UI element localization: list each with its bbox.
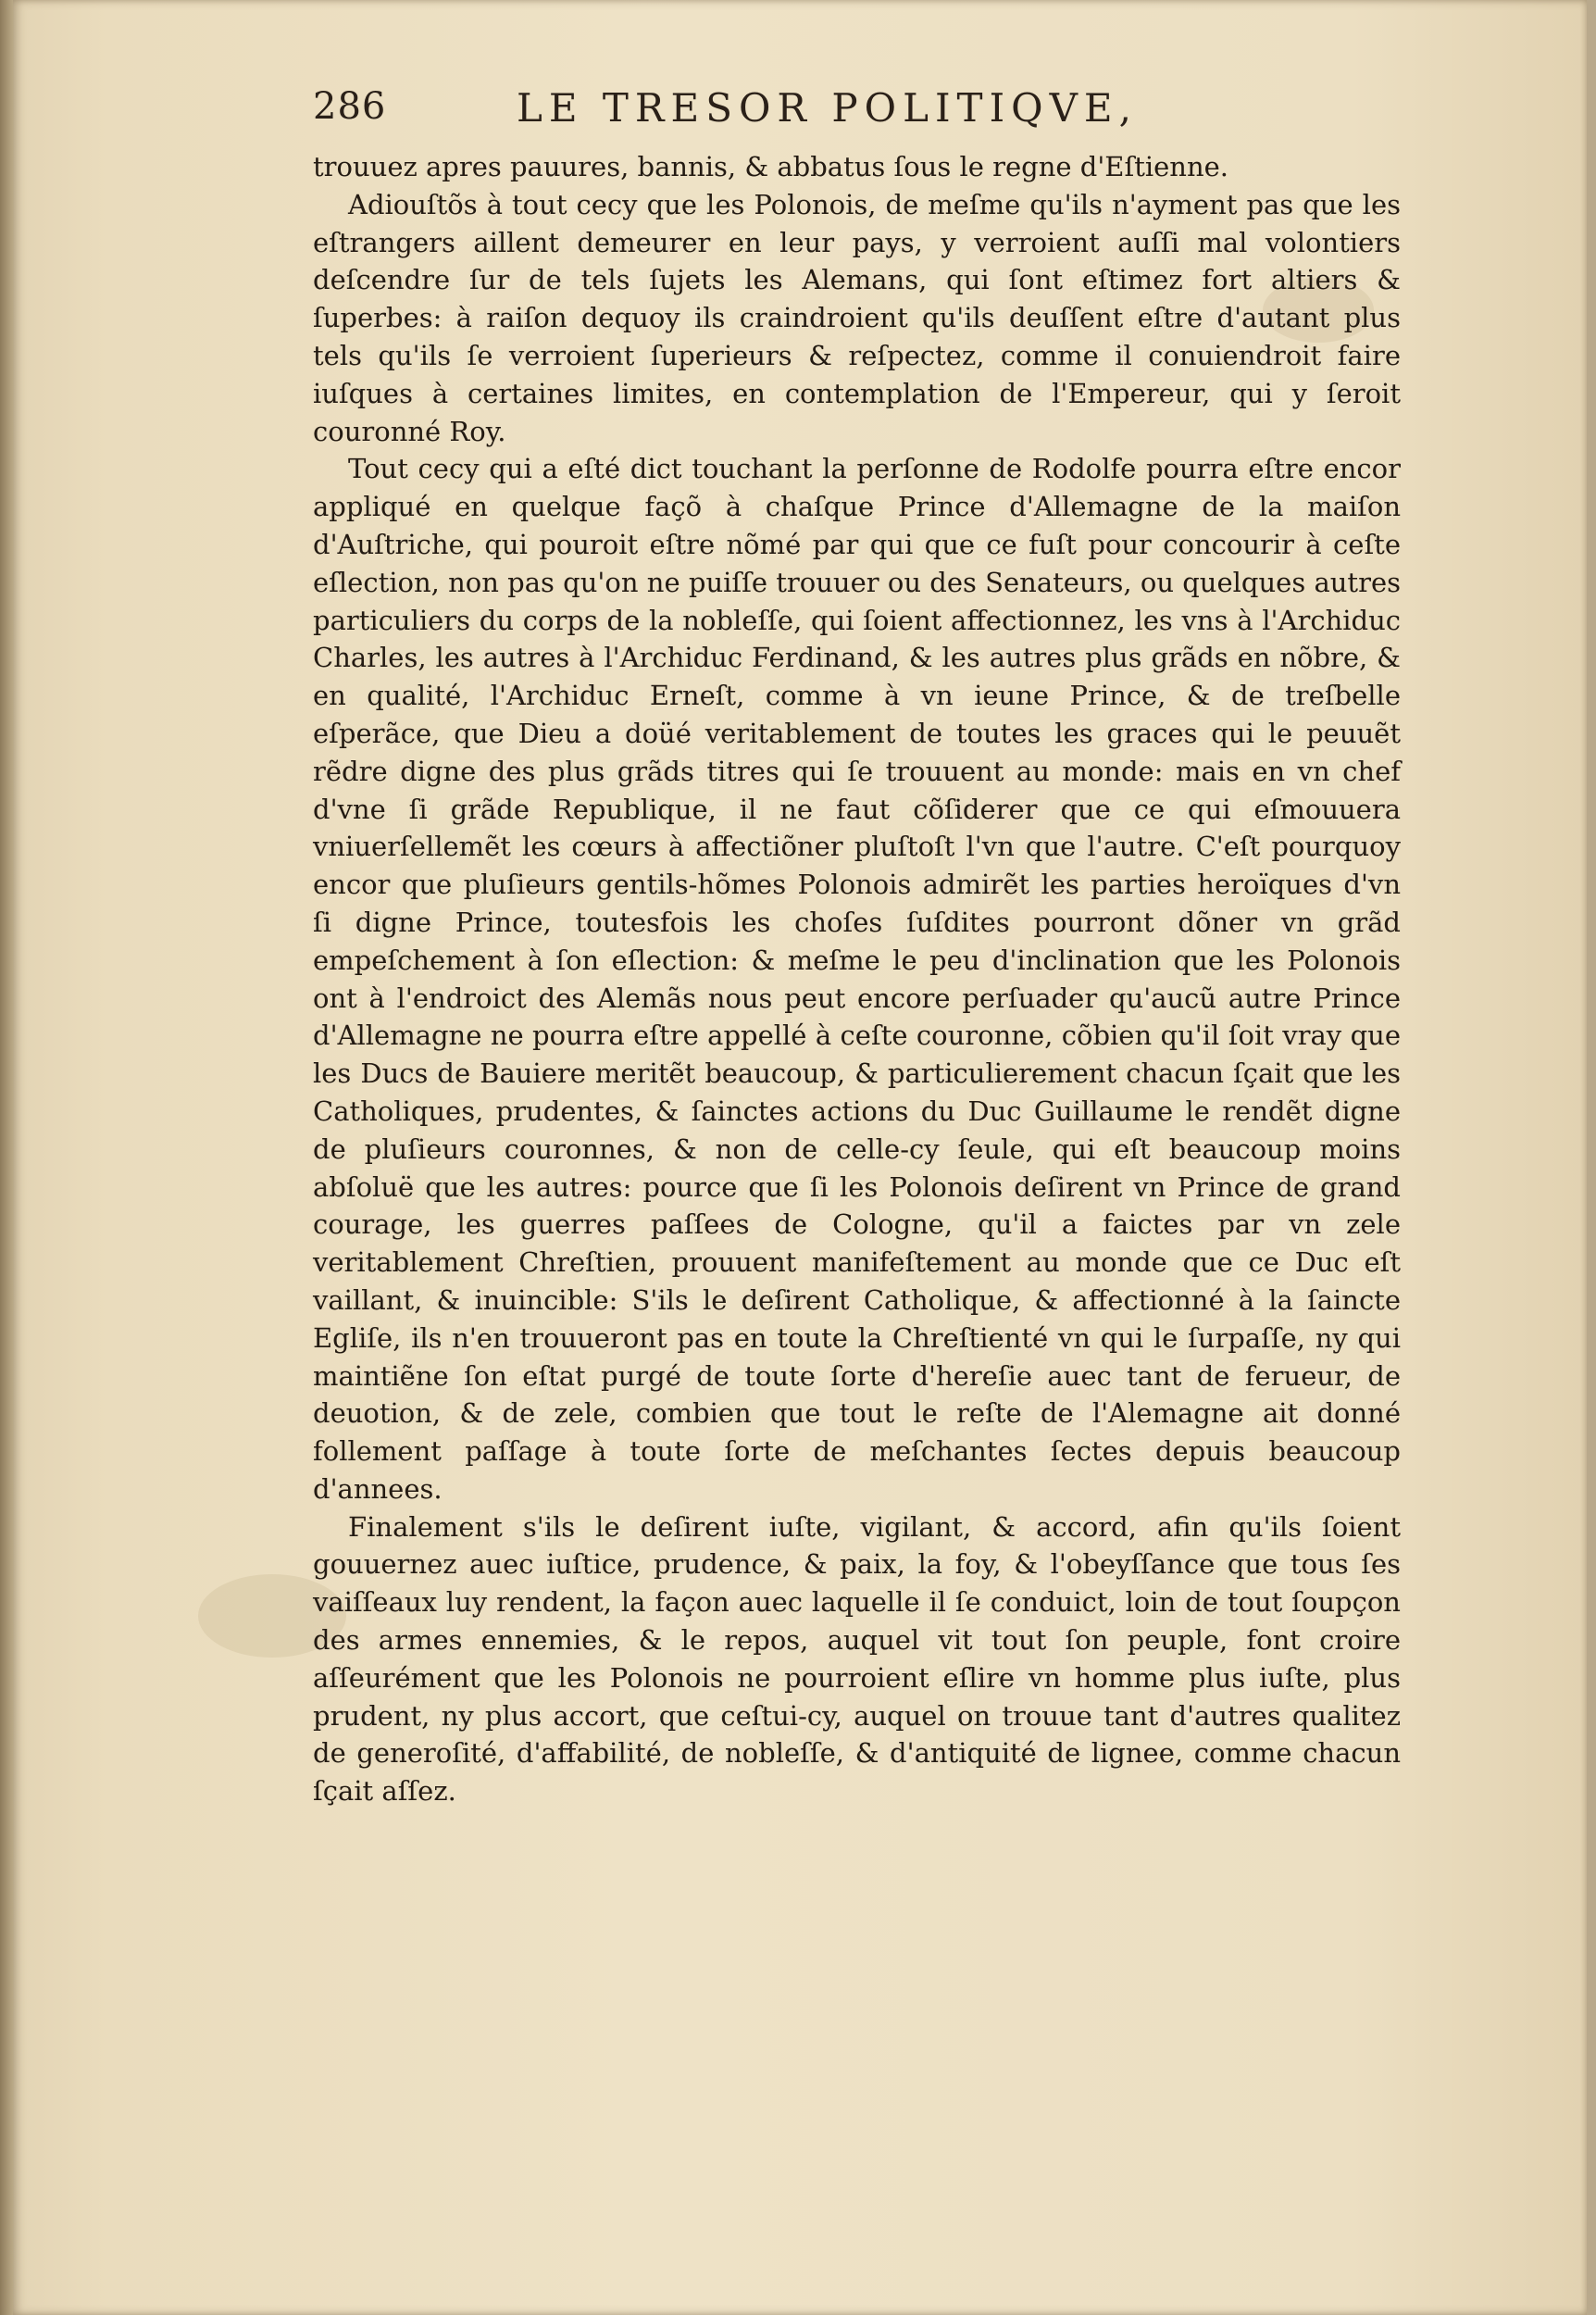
paragraph: trouuez apres pauures, bannis, & abbatus ſous le regne d'Eſtienne. bbox=[313, 151, 1229, 182]
body-text bbox=[313, 148, 1401, 1810]
paragraph: Adiouſtõs à tout cecy que les Polonois, de meſme qu'ils n'ayment pas que les eſtrangers aillent demeurer en leur pays, y verroient auſſi mal volontiers deſcendre ſur de tels ſujets les Alemans, qui ſont eſtimez fort altiers & ſuperbes: à raiſon dequoy ils craindroient qu'ils deuſſent eſtre d'autant plus tels qu'ils ſe verroient ſuperieurs & reſpectez, comme il conuiendroit faire iuſques à certaines limites, en contemplation de l'Empereur, qui y ſeroit couronné Roy. bbox=[313, 188, 1401, 447]
page-header bbox=[313, 85, 1266, 141]
paragraph: Tout cecy qui a eſté dict touchant la perſonne de Rodolfe pourra eſtre encor appliqué en quelque façõ à chaſque Prince d'Allemagne de la maiſon d'Auſtriche, qui pouroit eſtre nõmé par qui que ce fuſt pour concourir à ceſte eſlection, non pas qu'on ne puiſſe trouuer ou des Senateurs, ou quelques autres particuliers du corps de la nobleſſe, qui ſoient affectionnez, les vns à l'Archiduc Charles, les autres à l'Archiduc Ferdinand, & les autres plus grãds en nõbre, & en qualité, l'Archiduc Erneſt, comme à vn ieune Prince, & de treſbelle eſperãce, que Dieu a doüé veritablement de toutes les graces qui le peuuẽt rẽdre digne des plus grãds titres qui ſe trouuent au monde: mais en vn chef d'vne ſi grãde Republique, il ne faut cõſiderer que ce qui eſmouuera vniuerſellemẽt les cœurs à affectiõner pluſtoſt l'vn que l'autre. C'eſt pourquoy encor que pluſieurs gentils-hõmes Polonois admirẽt les parties heroïques d'vn ſi digne Prince, toutesfois les choſes ſuſdites pourront dõner vn grãd empeſchement à ſon eſlection: & meſme le peu d'inclination que les Polonois ont à l'endroict des Alemãs nous peut encore perſuader qu'aucũ autre Prince d'Allemagne ne pourra eſtre appellé à ceſte couronne, cõbien qu'il ſoit vray que les Ducs de Bauiere meritẽt beaucoup, & particulierement chacun ſçait que les Catholiques, prudentes, & ſainctes actions du Duc Guillaume le rendẽt digne de pluſieurs couronnes, & non de celle-cy ſeule, qui eſt beaucoup moins abſoluë que les autres: pource que ſi les Polonois deſirent vn Prince de grand courage, les guerres paſſees de Cologne, qu'il a faictes par vn zele veritablement Chreſtien, prouuent manifeſtement au monde que ce Duc eſt vaillant, & inuincible: S'ils le deſirent Catholique, & affectionné à la ſaincte Egliſe, ils n'en trouueront pas en toute la Chreſtienté vn qui le ſurpaſſe, ny qui maintiẽne ſon eſtat purgé de toute ſorte d'hereſie auec tant de ferueur, de deuotion, & de zele, combien que tout le reſte de l'Alemagne ait donné follement paſſage à toute ſorte de meſchantes ſectes depuis beaucoup d'annees. bbox=[313, 453, 1401, 1505]
page-number: 286 bbox=[313, 85, 387, 128]
paragraph: Finalement s'ils le deſirent iuſte, vigilant, & accord, afin qu'ils ſoient gouuernez auec iuſtice, prudence, & paix, la foy, & l'obeyſſance que tous ſes vaiſſeaux luy rendent, la façon auec laquelle il ſe conduict, loin de tout ſoupçon des armes ennemies, & le repos, auquel vit tout ſon peuple, font croire aſſeurément que les Polonois ne pourroient eſlire vn homme plus iuſte, plus prudent, ny plus accort, que ceſtui-cy, auquel on trouue tant d'autres qualitez de generoſité, d'affabilité, de nobleſſe, & d'antiquité de lignee, comme chacun ſçait aſſez. bbox=[313, 1510, 1401, 1808]
running-title: LE TRESOR POLITIQVE, bbox=[517, 85, 1138, 131]
